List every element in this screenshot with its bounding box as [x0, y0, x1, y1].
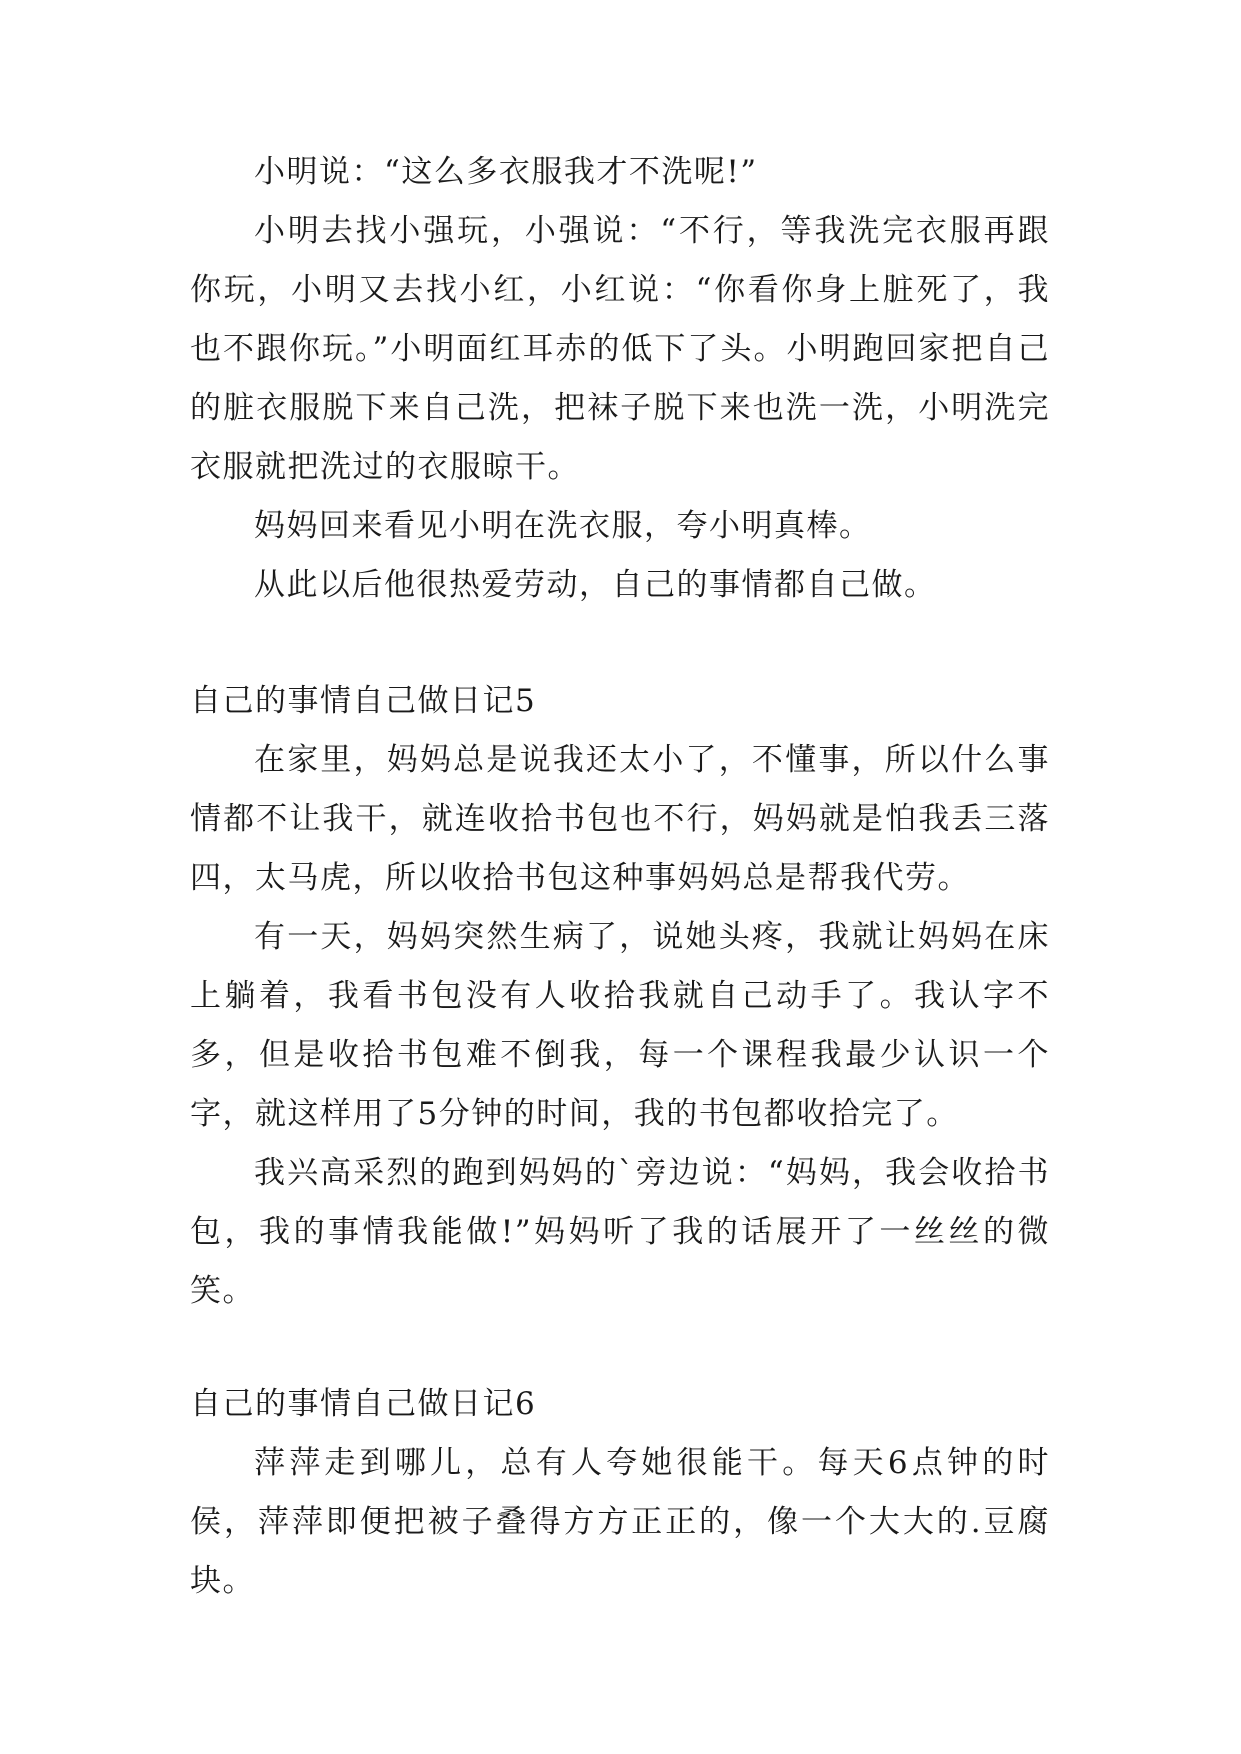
section-title: 自己的事情自己做日记6	[190, 1386, 537, 1422]
paragraph: 妈妈回来看见小明在洗衣服，夸小明真棒。	[254, 508, 872, 544]
paragraph: 在家里，妈妈总是说我还太小了，不懂事，所以什么事情都不让我干，就连收拾书包也不行，妈妈就是怕我丢三落四，太马虎，所以收拾书包这种事妈妈总是帮我代劳。	[190, 742, 1050, 896]
paragraph: 小明说：“这么多衣服我才不洗呢!”	[254, 154, 758, 190]
paragraph: 从此以后他很热爱劳动，自己的事情都自己做。	[254, 567, 937, 603]
paragraph: 我兴高采烈的跑到妈妈的`旁边说：“妈妈，我会收拾书包，我的事情我能做!”妈妈听了我的话展开了一丝丝的微笑。	[190, 1155, 1050, 1309]
paragraph: 萍萍走到哪儿，总有人夸她很能干。每天6点钟的时侯，萍萍即便把被子叠得方方正正的，像一个大大的.豆腐块。	[190, 1445, 1050, 1599]
paragraph: 小明去找小强玩，小强说：“不行，等我洗完衣服再跟你玩，小明又去找小红，小红说：“你看你身上脏死了，我也不跟你玩。”小明面红耳赤的低下了头。小明跑回家把自己的脏衣服脱下来自己洗，把袜子脱下来也洗一洗，小明洗完衣服就把洗过的衣服晾干。	[190, 213, 1050, 485]
section-title: 自己的事情自己做日记5	[190, 683, 537, 719]
paragraph: 有一天，妈妈突然生病了，说她头疼，我就让妈妈在床上躺着，我看书包没有人收拾我就自己动手了。我认字不多，但是收拾书包难不倒我，每一个课程我最少认识一个字，就这样用了5分钟的时间，我的书包都收拾完了。	[190, 919, 1050, 1132]
